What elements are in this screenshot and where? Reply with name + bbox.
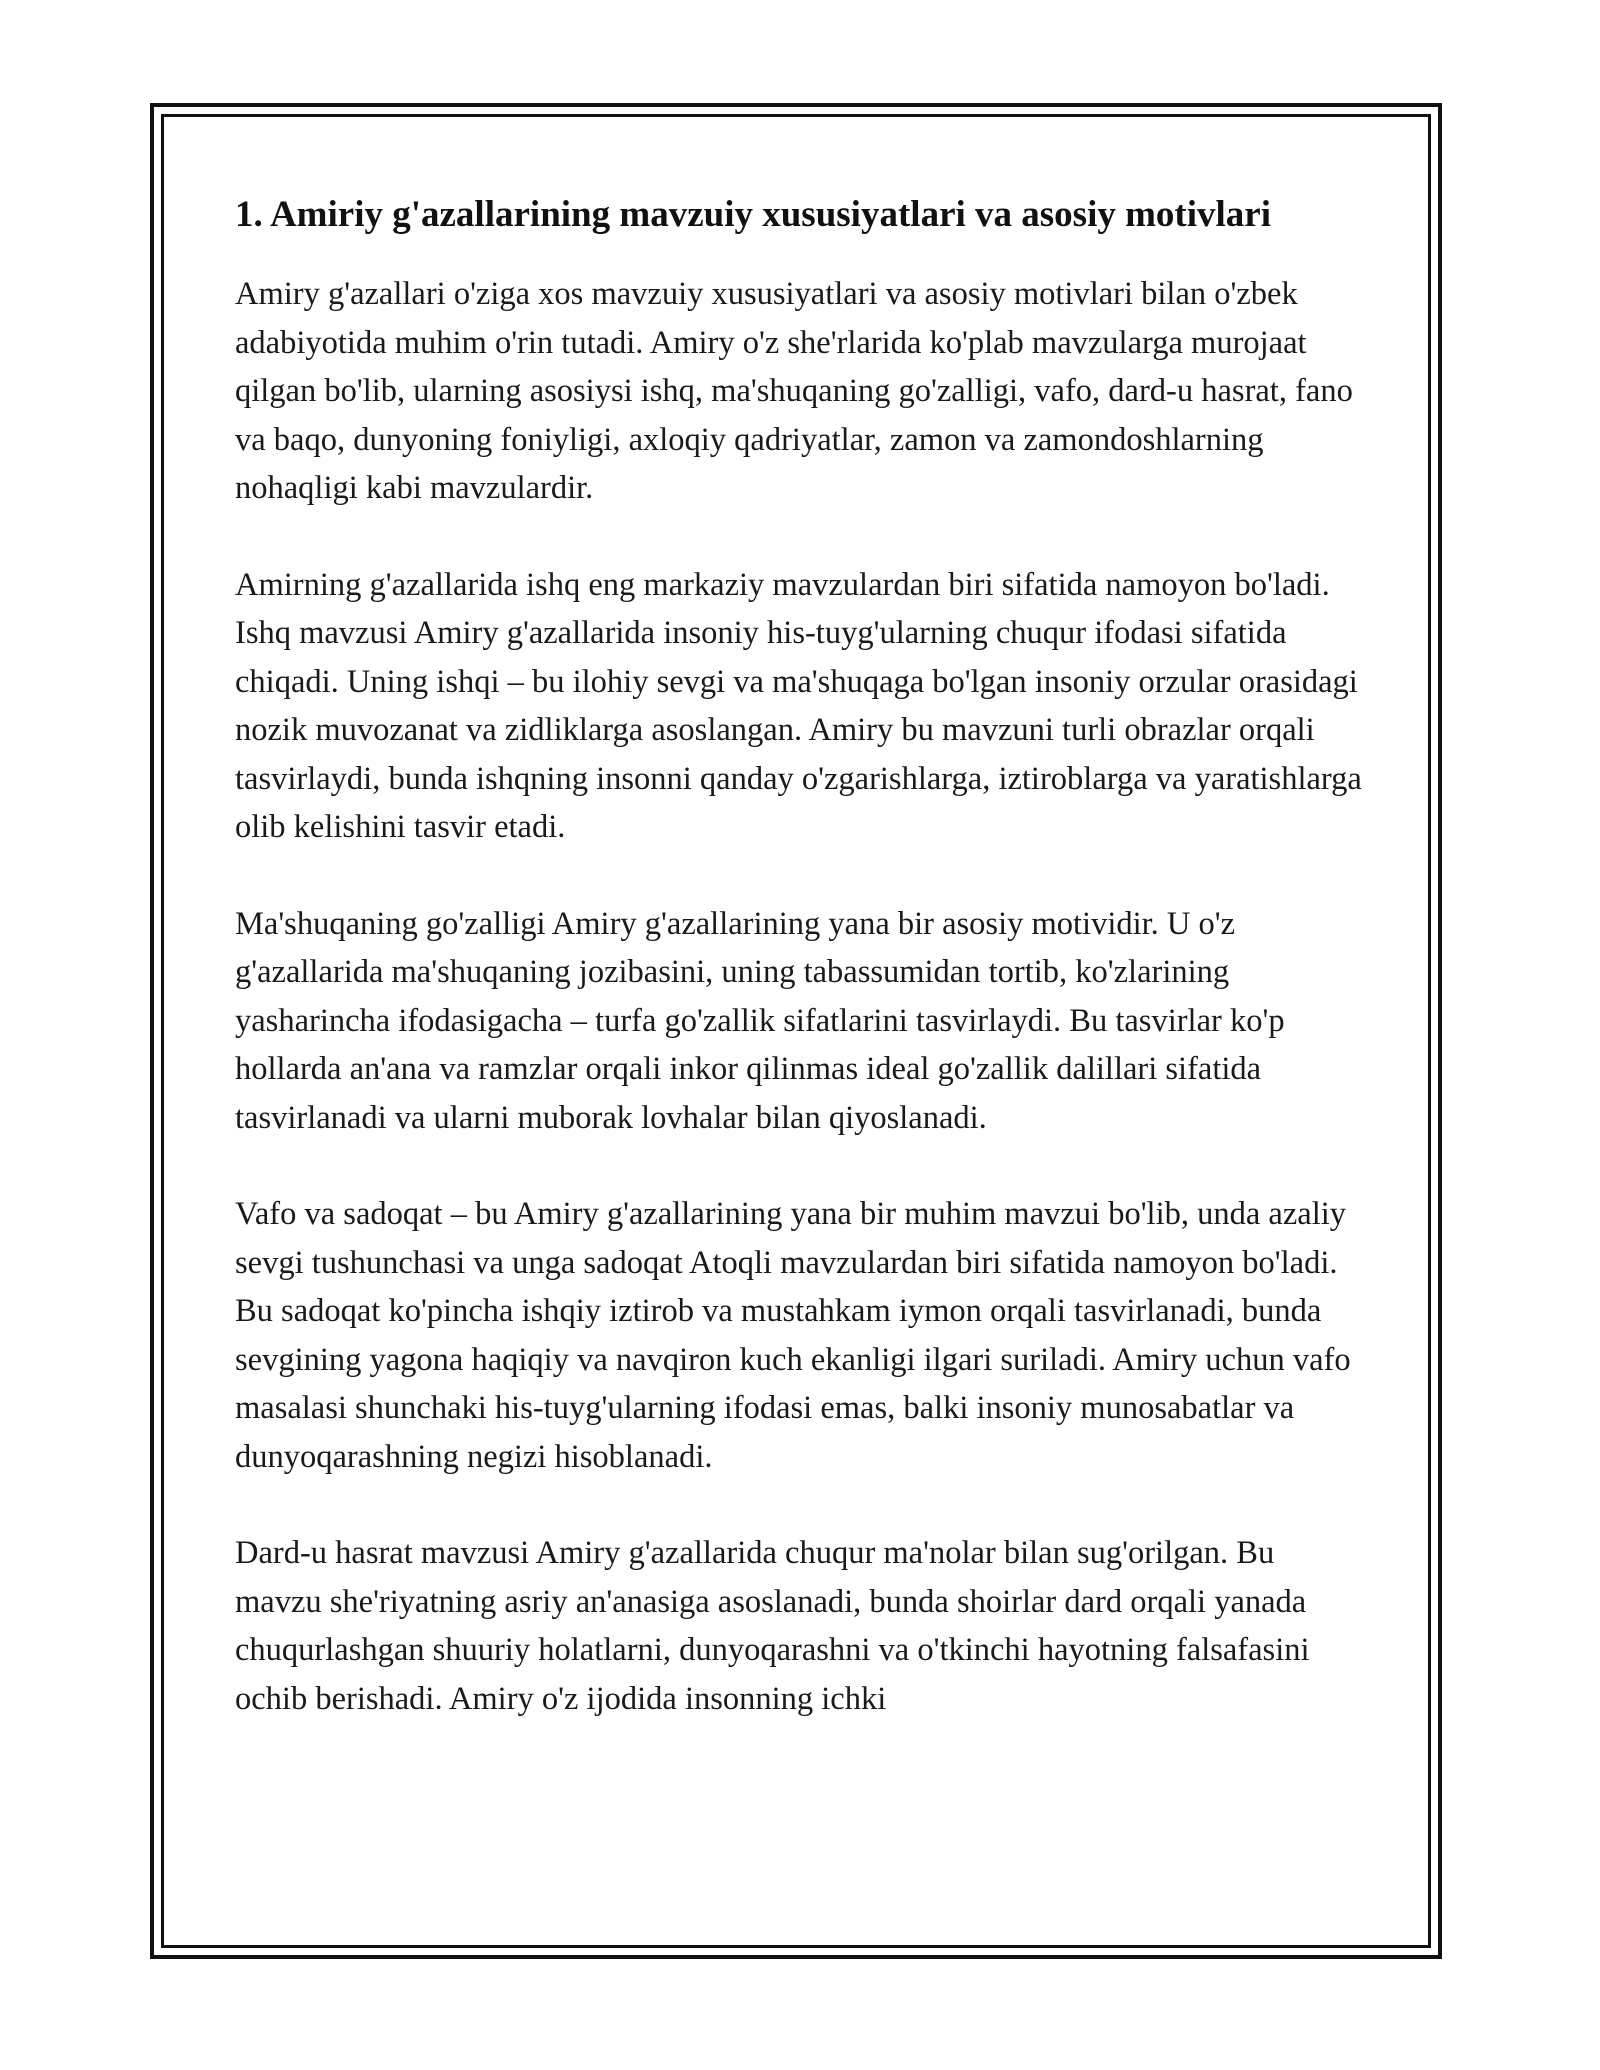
paragraph-3: Ma'shuqaning go'zalligi Amiry g'azallarining yana bir asosiy motividir. U o'z g'azallarida ma'shuqaning jozibasini, uning tabassumidan tortib, ko'zlarining yasharincha ifodasigacha – turfa go'zallik sifatlarini tasvirlaydi. Bu tasvirlar ko'p hollarda an'ana va ramzlar orqali inkor qilinmas ideal go'zallik dalillari sifatida tasvirlanadi va ularni muborak lovhalar bilan qiyoslanadi. — [235, 905, 1285, 1136]
section-heading: 1. Amiriy g'azallarining mavzuiy xususiyatlari va asosiy motivlari — [235, 194, 1271, 235]
document-body — [235, 188, 1365, 1771]
paragraph-5: Dard-u hasrat mavzusi Amiry g'azallarida chuqur ma'nolar bilan sug'orilgan. Bu mavzu she'riyatning asriy an'anasiga asoslanadi, bunda shoirlar dard orqali yanada chuqurlashgan shuuriy holatlarni, dunyoqarashni va o'tkinchi hayotning falsafasini ochib berishadi. Amiry o'z ijodida insonning ichki — [235, 1535, 1310, 1717]
paragraph-1: Amiry g'azallari o'ziga xos mavzuiy xususiyatlari va asosiy motivlari bilan o'zbek adabiyotida muhim o'rin tutadi. Amiry o'z she'rlarida ko'plab mavzularga murojaat qilgan bo'lib, ularning asosiysi ishq, ma'shuqaning go'zalligi, vafo, dard-u hasrat, fano va baqo, dunyoning foniyligi, axloqiy qadriyatlar, zamon va zamondoshlarning nohaqligi kabi mavzulardir. — [235, 276, 1353, 506]
paragraph-4: Vafo va sadoqat – bu Amiry g'azallarining yana bir muhim mavzui bo'lib, unda azaliy sevgi tushunchasi va unga sadoqat Atoqli mavzulardan biri sifatida namoyon bo'ladi. Bu sadoqat ko'pincha ishqiy iztirob va mustahkam iymon orqali tasvirlanadi, bunda sevgining yagona haqiqiy va navqiron kuch ekanligi ilgari suriladi. Amiry uchun vafo masalasi shunchaki his-tuyg'ularning ifodasi emas, balki insoniy munosabatlar va dunyoqarashning negizi hisoblanadi. — [235, 1196, 1351, 1475]
paragraph-2: Amirning g'azallarida ishq eng markaziy mavzulardan biri sifatida namoyon bo'ladi. Ishq mavzusi Amiry g'azallarida insoniy his-tuyg'ularning chuqur ifodasi sifatida chiqadi. Uning ishqi – bu ilohiy sevgi va ma'shuqaga bo'lgan insoniy orzular orasidagi nozik muvozanat va zidliklarga asoslangan. Amiry bu mavzuni turli obrazlar orqali tasvirlaydi, bunda ishqning insonni qanday o'zgarishlarga, iztiroblarga va yaratishlarga olib kelishini tasvir etadi. — [235, 566, 1362, 845]
